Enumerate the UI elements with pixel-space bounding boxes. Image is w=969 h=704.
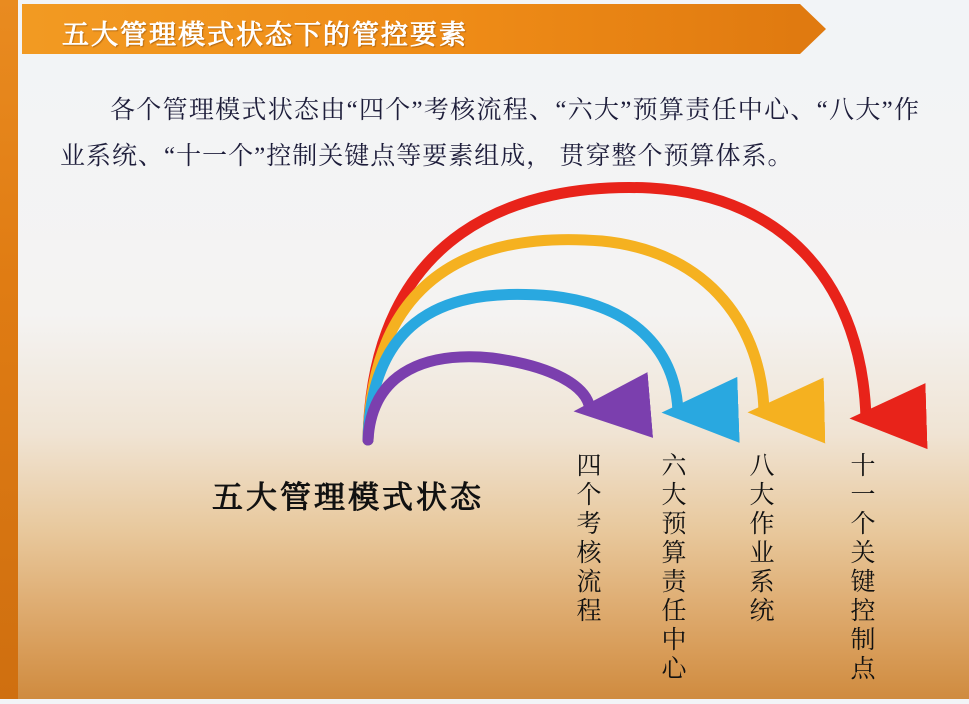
page-title: 五大管理模式状态下的管控要素 bbox=[62, 20, 468, 51]
body-paragraph: 各个管理模式状态由“四个”考核流程、“六大”预算责任中心、“八大”作业系统、“十一个”控制关键点等要素组成， 贯穿整个预算体系。 bbox=[60, 97, 920, 170]
diagram-center-label: 五大管理模式状态 bbox=[212, 480, 484, 516]
arc-purple bbox=[368, 357, 590, 440]
branch-label-key-control-point: 十一个关键控制点 bbox=[847, 452, 876, 684]
branch-label-assessment-process: 四个考核流程 bbox=[573, 452, 602, 626]
branch-label-operation-system: 八大作业系统 bbox=[746, 452, 775, 626]
branch-label-budget-responsibility-center: 六大预算责任中心 bbox=[658, 452, 687, 684]
